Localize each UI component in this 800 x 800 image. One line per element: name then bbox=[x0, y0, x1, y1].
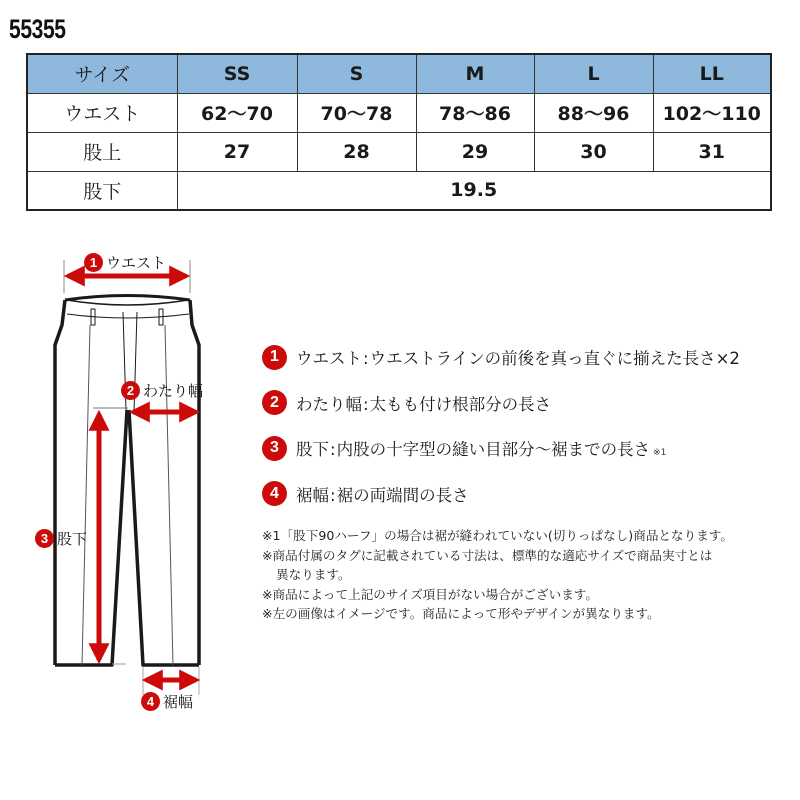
diagram-label-text: 股下 bbox=[57, 530, 88, 548]
note-3: ※商品によって上記のサイズ項目がない場合がございます。 bbox=[262, 586, 598, 602]
measurement-legend bbox=[262, 344, 792, 526]
diagram-label-hem bbox=[141, 691, 193, 712]
number-badge: 3 bbox=[35, 529, 54, 548]
legend-term: 股下 bbox=[296, 440, 329, 459]
legend-item-hem: 4 裾幅:裾の両端間の長さ bbox=[262, 481, 792, 507]
number-badge: 2 bbox=[121, 381, 140, 400]
footnote-mark: ※1 bbox=[653, 448, 667, 458]
diagram-label-inseam bbox=[35, 528, 87, 549]
rise-ss: 27 bbox=[177, 132, 297, 171]
waist-ll: 102〜110 bbox=[653, 93, 771, 132]
rise-l: 30 bbox=[534, 132, 653, 171]
rise-ll: 31 bbox=[653, 132, 771, 171]
legend-desc: 裾の両端間の長さ bbox=[336, 485, 469, 505]
inseam-value: 19.5 bbox=[177, 171, 771, 210]
diagram-label-text: ウエスト bbox=[106, 254, 167, 272]
row-label-rise: 股上 bbox=[27, 132, 177, 171]
size-s: S bbox=[297, 54, 416, 93]
size-table bbox=[26, 53, 772, 211]
note-2-continued: 異なります。 bbox=[276, 567, 351, 582]
legend-desc: ウエストラインの前後を真っ直ぐに揃えた長さ×2 bbox=[369, 349, 740, 368]
size-m: M bbox=[416, 54, 534, 93]
table-row-waist bbox=[27, 93, 771, 132]
legend-item-inseam: 3 股下:内股の十字型の縫い目部分〜裾までの長さ ※1 bbox=[262, 435, 792, 461]
pants-diagram bbox=[0, 230, 250, 730]
number-badge: 3 bbox=[262, 436, 287, 461]
waist-s: 70〜78 bbox=[297, 93, 416, 132]
product-code: 55355 bbox=[9, 14, 66, 44]
number-badge: 4 bbox=[141, 692, 160, 711]
note-2: ※商品付属のタグに記載されている寸法は、標準的な適応サイズで商品実寸とは bbox=[262, 547, 713, 563]
diagram-label-text: わたり幅 bbox=[143, 382, 204, 400]
note-4: ※左の画像はイメージです。商品によって形やデザインが異なります。 bbox=[262, 606, 660, 621]
legend-item-thigh: 2 わたり幅:太もも付け根部分の長さ bbox=[262, 390, 792, 416]
number-badge: 4 bbox=[262, 481, 287, 506]
legend-desc: 内股の十字型の縫い目部分〜裾までの長さ bbox=[336, 440, 651, 459]
diagram-label-waist bbox=[84, 252, 166, 273]
legend-item-waist: 1 ウエスト:ウエストラインの前後を真っ直ぐに揃えた長さ×2 bbox=[262, 344, 792, 370]
size-ss: SS bbox=[177, 54, 297, 93]
waist-ss: 62〜70 bbox=[177, 93, 297, 132]
table-row-rise bbox=[27, 132, 771, 171]
waist-l: 88〜96 bbox=[534, 93, 653, 132]
size-ll: LL bbox=[653, 54, 771, 93]
rise-m: 29 bbox=[416, 132, 534, 171]
number-badge: 2 bbox=[262, 390, 287, 415]
row-label-inseam: 股下 bbox=[27, 171, 177, 210]
table-row-inseam bbox=[27, 171, 771, 210]
size-l: L bbox=[534, 54, 653, 93]
waist-m: 78〜86 bbox=[416, 93, 534, 132]
note-1: ※1「股下90ハーフ」の場合は裾が縫われていない(切りっぱなし)商品となります。 bbox=[262, 528, 733, 543]
legend-term: 裾幅 bbox=[296, 485, 329, 505]
legend-term: わたり幅 bbox=[296, 394, 362, 414]
size-header-row bbox=[27, 54, 771, 93]
diagram-label-thigh bbox=[121, 380, 203, 401]
rise-s: 28 bbox=[297, 132, 416, 171]
notes bbox=[262, 526, 782, 624]
number-badge: 1 bbox=[84, 253, 103, 272]
legend-term: ウエスト bbox=[296, 349, 362, 368]
number-badge: 1 bbox=[262, 345, 287, 370]
diagram-label-text: 裾幅 bbox=[163, 693, 194, 711]
legend-desc: 太もも付け根部分の長さ bbox=[369, 394, 552, 414]
row-label-waist: ウエスト bbox=[27, 93, 177, 132]
size-header-label: サイズ bbox=[27, 54, 177, 93]
